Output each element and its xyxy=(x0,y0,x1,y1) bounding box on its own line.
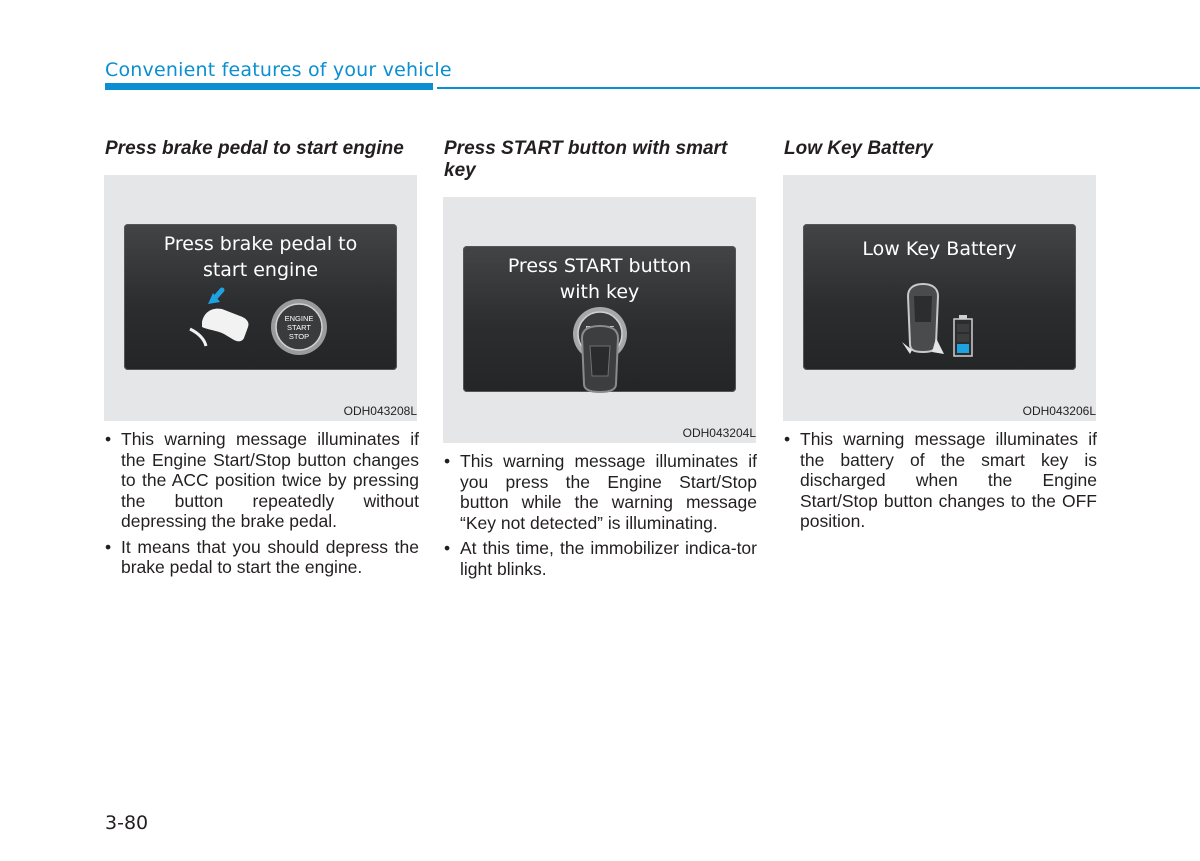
page-number: 3-80 xyxy=(105,812,149,834)
figure-code: ODH043208L xyxy=(343,404,417,418)
display-message: Press brake pedal to start engine xyxy=(163,233,358,281)
display-screen xyxy=(124,224,397,370)
smart-key-icon xyxy=(898,282,948,362)
bullet-list xyxy=(105,429,419,578)
engine-start-stop-button-icon xyxy=(269,297,329,357)
header-title: Convenient features of your vehicle xyxy=(105,59,452,81)
button-label-stop: STOP xyxy=(288,332,310,341)
bullet-item: • At this time, the immobilizer indica-tor light blinks. xyxy=(444,538,757,579)
section-brake-pedal xyxy=(105,138,419,583)
section-press-start xyxy=(444,138,757,584)
engine-start-stop-button-icon xyxy=(560,306,640,396)
figure-code: ODH043204L xyxy=(682,426,756,440)
brake-pedal-icon xyxy=(184,282,274,352)
display-screen xyxy=(803,224,1076,370)
bullet-item: • It means that you should depress the brake pedal to start the engine. xyxy=(105,537,419,578)
bullet-item: • This warning message illuminates if the Engine Start/Stop button changes to the ACC position twice by pressing the button repeatedly without depressing the brake pedal. xyxy=(105,429,419,532)
figure xyxy=(443,197,756,443)
section-title: Low Key Battery xyxy=(784,138,933,159)
bullet-list xyxy=(784,429,1097,532)
header-bar xyxy=(105,83,433,90)
display-message: Low Key Battery xyxy=(862,238,1017,260)
section-title: Press START button with smart key xyxy=(444,138,728,181)
display-message: Press START button with key xyxy=(507,255,692,303)
button-label-start: START xyxy=(287,323,311,332)
figure xyxy=(104,175,417,421)
battery-icon xyxy=(952,314,974,358)
header-rule xyxy=(437,87,1200,89)
figure xyxy=(783,175,1096,421)
bullet-list xyxy=(444,451,757,579)
section-title: Press brake pedal to start engine xyxy=(105,138,404,159)
figure-code: ODH043206L xyxy=(1022,404,1096,418)
section-low-key-battery xyxy=(784,138,1097,537)
display-screen xyxy=(463,246,736,392)
bullet-item: • This warning message illuminates if the battery of the smart key is discharged when the Engine Start/Stop button changes to the OFF position. xyxy=(784,429,1097,532)
button-label-engine: ENGINE xyxy=(284,314,314,323)
bullet-item: • This warning message illuminates if you press the Engine Start/Stop button while the warning message “Key not detected” is illuminating. xyxy=(444,451,757,533)
